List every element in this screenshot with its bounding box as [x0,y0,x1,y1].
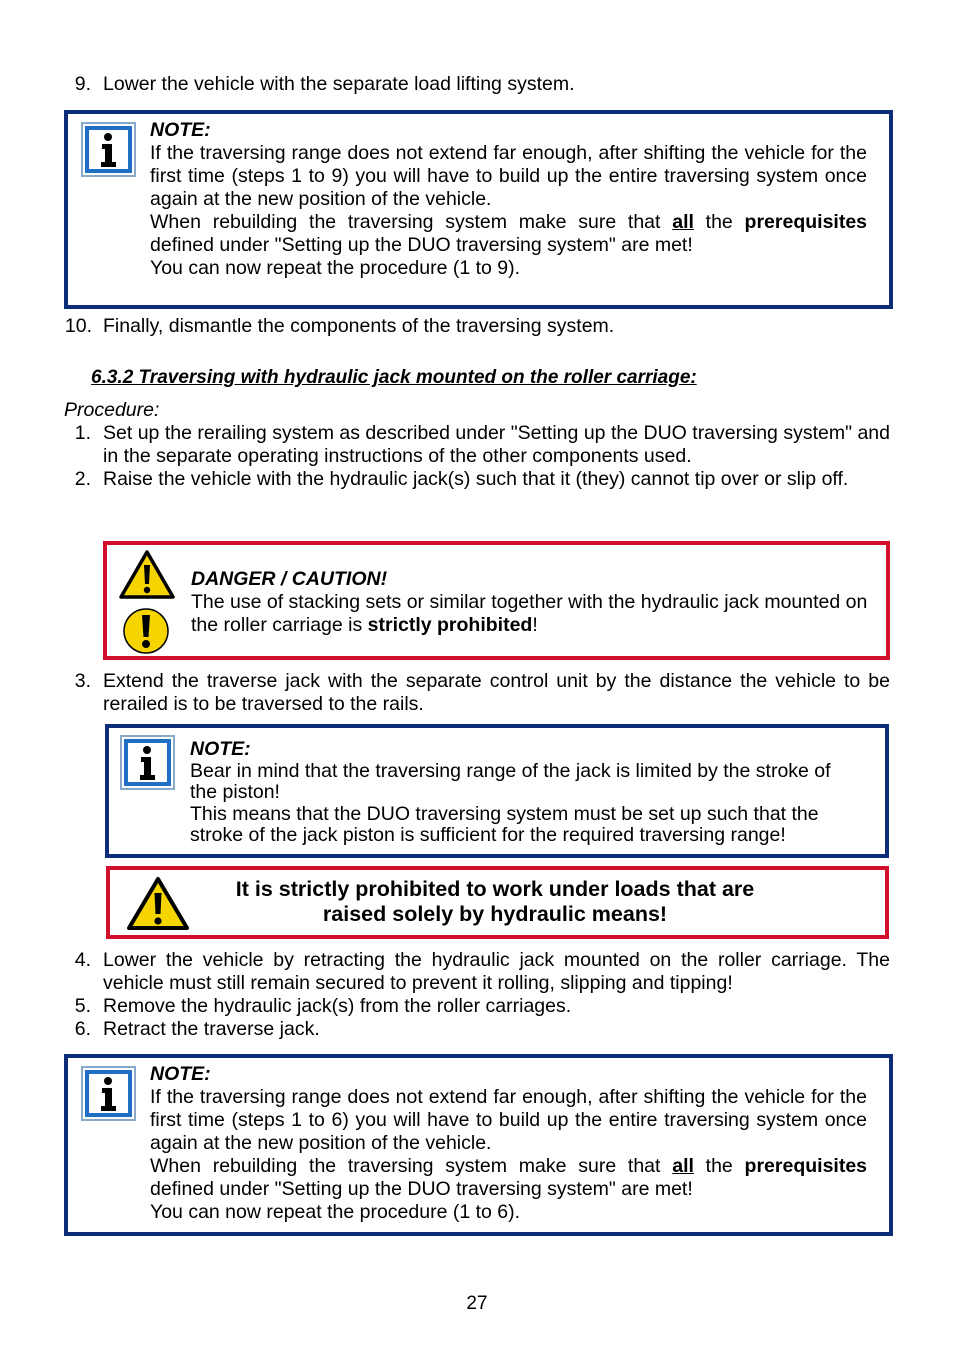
warning-line: It is strictly prohibited to work under loads that are [235,877,755,901]
list-item [64,468,890,491]
step-number: 1. [74,422,91,444]
list-item [64,1018,890,1041]
note-title: NOTE: [190,738,251,760]
list-item [64,73,890,96]
list-item [64,670,890,716]
note-line: If the traversing range does not extend far enough, after shifting the vehicle for the first time (steps 1 to 9) you will have to build up the entire traversing system once again at the new position of the vehicle. [150,142,867,210]
note-title: NOTE: [150,1063,211,1085]
section-heading: 6.3.2 Traversing with hydraulic jack mounted on the roller carriage: [91,367,697,388]
warning-line: raised solely by hydraulic means! [322,902,668,926]
warning-triangle-icon [126,876,190,932]
info-icon [81,122,137,178]
note-line: This means that the DUO traversing system must be set up such that the stroke of the jack piston is sufficient for the required traversing range! [190,802,819,846]
exclamation-circle-icon [122,607,170,655]
step-number: 2. [74,468,91,490]
step-text: Remove the hydraulic jack(s) from the roller carriages. [103,995,572,1017]
step-text: Extend the traverse jack with the separate control unit by the distance the vehicle to be rerailed is to be traversed to the rails. [103,670,890,715]
danger-box [103,541,890,660]
page-number: 27 [466,1293,488,1314]
step-number: 4. [74,949,91,971]
note-line: If the traversing range does not extend far enough, after shifting the vehicle for the first time (steps 1 to 6) you will have to build up the entire traversing system once again at the new position of the vehicle. [150,1086,867,1154]
note-title: NOTE: [150,119,211,141]
note-line: You can now repeat the procedure (1 to 9). [150,257,521,279]
danger-title: DANGER / CAUTION! [191,568,388,590]
procedure-label: Procedure: [64,399,160,421]
step-text: Set up the rerailing system as described under "Setting up the DUO traversing system" and in the separate operating instructions of the other components used. [103,422,890,467]
info-icon [81,1066,137,1122]
note-box [105,724,889,858]
warning-triangle-icon [119,550,175,600]
note-text [150,1063,867,1224]
step-text: Lower the vehicle with the separate load lifting system. [103,73,575,95]
warning-text [190,877,800,927]
list-item [64,995,890,1018]
note-line: You can now repeat the procedure (1 to 6). [150,1201,521,1223]
note-line: When rebuilding the traversing system make sure that all the prerequisites defined under "Setting up the DUO traversing system" are met! [150,1155,868,1200]
note-text [150,119,867,280]
step-number: 10. [64,315,92,337]
danger-line: The use of stacking sets or similar together with the hydraulic jack mounted on the roller carriage is strictly prohibited! [191,591,868,636]
step-number: 9. [74,73,91,95]
step-number: 5. [74,995,91,1017]
step-text: Retract the traverse jack. [103,1018,320,1040]
info-icon [120,735,176,791]
note-box [64,110,893,309]
list-item [64,949,890,995]
step-text: Raise the vehicle with the hydraulic jack(s) such that it (they) cannot tip over or slip off. [103,468,849,490]
list-item [64,422,890,468]
note-box [64,1054,893,1236]
note-text [190,739,860,847]
step-text: Finally, dismantle the components of the traversing system. [103,315,615,337]
step-text: Lower the vehicle by retracting the hydraulic jack mounted on the roller carriage. The vehicle must still remain secured to prevent it rolling, slipping and tipping! [103,949,890,994]
note-line: Bear in mind that the traversing range of the jack is limited by the stroke of the piston! [190,759,831,803]
step-number: 3. [74,670,91,692]
note-line: When rebuilding the traversing system make sure that all the prerequisites defined under "Setting up the DUO traversing system" are met! [150,211,868,256]
step-number: 6. [74,1018,91,1040]
danger-text [191,568,881,637]
list-item [64,315,890,338]
